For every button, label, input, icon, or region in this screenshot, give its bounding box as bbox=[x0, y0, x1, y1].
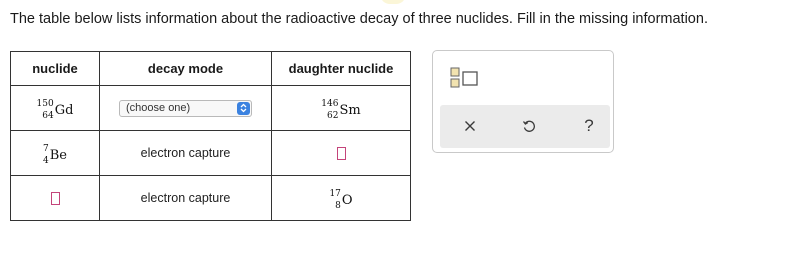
mass-number: 17 bbox=[329, 189, 341, 199]
table-row bbox=[11, 176, 411, 221]
element-symbol: Be bbox=[49, 147, 67, 163]
clear-button[interactable] bbox=[457, 113, 483, 139]
header-decay-mode: decay mode bbox=[100, 52, 272, 86]
element-symbol: Sm bbox=[339, 102, 361, 118]
nuclide-cell bbox=[11, 131, 100, 176]
mass-number: 7 bbox=[43, 144, 49, 154]
undo-icon bbox=[522, 119, 536, 133]
decay-mode-cell bbox=[100, 131, 272, 176]
nuclide-gd bbox=[37, 99, 74, 121]
atomic-number: 62 bbox=[327, 111, 339, 121]
header-daughter-nuclide: daughter nuclide bbox=[272, 52, 411, 86]
help-button[interactable] bbox=[576, 113, 602, 139]
close-icon bbox=[464, 120, 476, 132]
daughter-answer-box[interactable] bbox=[337, 147, 346, 160]
daughter-cell bbox=[272, 86, 411, 131]
superscript-subscript-template-icon[interactable] bbox=[450, 67, 482, 94]
element-symbol: Gd bbox=[54, 102, 74, 118]
nuclide-cell bbox=[11, 176, 100, 221]
header-row bbox=[11, 52, 411, 86]
element-symbol: O bbox=[341, 192, 353, 208]
select-arrows-icon bbox=[237, 102, 250, 115]
mass-number: 146 bbox=[321, 99, 339, 109]
daughter-cell bbox=[272, 131, 411, 176]
decay-mode-cell bbox=[100, 176, 272, 221]
nuclide-sm bbox=[321, 99, 360, 121]
answer-tool-panel bbox=[432, 50, 614, 153]
top-stub bbox=[380, 0, 406, 4]
header-nuclide: nuclide bbox=[11, 52, 100, 86]
atomic-number: 8 bbox=[335, 201, 341, 211]
question-prompt: The table below lists information about the radioactive decay of three nuclides. Fill in the missing information. bbox=[10, 11, 708, 27]
nuclide-o bbox=[329, 189, 352, 211]
mass-number: 150 bbox=[36, 99, 54, 109]
select-value: (choose one) bbox=[126, 102, 191, 114]
nuclide-be bbox=[43, 144, 67, 166]
table-row bbox=[11, 131, 411, 176]
decay-mode-text: electron capture bbox=[140, 191, 231, 205]
nuclide-answer-box[interactable] bbox=[51, 192, 60, 205]
atomic-number: 64 bbox=[42, 111, 54, 121]
decay-mode-text: electron capture bbox=[140, 146, 231, 160]
action-bar bbox=[440, 105, 610, 148]
decay-table bbox=[10, 51, 411, 221]
help-icon: ? bbox=[584, 116, 594, 135]
table-row bbox=[11, 86, 411, 131]
decay-mode-cell bbox=[100, 86, 272, 131]
atomic-number: 4 bbox=[43, 156, 49, 166]
nuclide-cell bbox=[11, 86, 100, 131]
decay-mode-select[interactable] bbox=[119, 100, 252, 117]
daughter-cell bbox=[272, 176, 411, 221]
undo-button[interactable] bbox=[516, 113, 542, 139]
